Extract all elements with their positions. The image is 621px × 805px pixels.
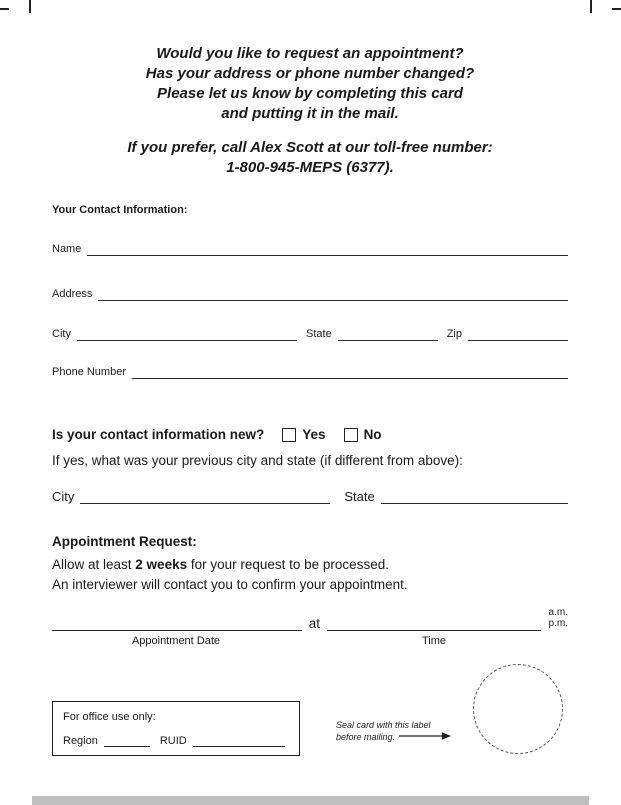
region-field-line[interactable] [104,735,150,747]
am-pm-labels [549,607,568,629]
state-label: State [306,328,332,340]
office-use-title: For office use only: [63,711,156,723]
intro-line: Please let us know by completing this card [157,85,463,102]
zip-label: Zip [446,328,462,340]
previous-city-field-line[interactable] [80,489,330,504]
appointment-date-field-line[interactable] [52,616,302,631]
phone-field-line[interactable] [132,366,568,379]
appointment-note-line2: An interviewer will contact you to confirm your appointment. [52,577,408,592]
city-label: City [52,328,71,340]
call-line: 1-800-945-MEPS (6377). [226,159,394,176]
captions-row [52,635,568,647]
name-label: Name [52,243,82,255]
time-caption: Time [421,635,447,647]
note-post: for your request to be processed. [187,557,389,572]
appointment-note-line1 [52,555,568,575]
no-label: No [363,427,382,442]
address-label: Address [52,288,93,300]
am-label: a.m. [548,607,568,618]
next-card-edge [32,796,589,805]
appointment-date-caption: Appointment Date [131,635,221,647]
seal-instruction-line1: Seal card with this label [336,720,431,730]
caption-spacer [300,635,328,647]
yes-checkbox[interactable] [282,428,296,442]
no-checkbox[interactable] [344,428,358,442]
at-label: at [308,616,321,631]
crop-mark [612,8,621,10]
contact-new-question-row [52,427,568,442]
seal-instruction-line2-text: before mailing. [336,732,396,742]
note-bold: 2 weeks [135,557,188,572]
address-row [52,288,568,301]
previous-state-field-line[interactable] [381,489,568,504]
address-field-line[interactable] [98,288,568,301]
intro-text [52,44,568,124]
appointment-date-time-row [52,607,568,631]
city-field-line[interactable] [77,328,297,341]
previous-state-label: State [344,489,375,504]
city-state-zip-row [52,328,568,341]
contact-new-question: Is your contact information new? [52,427,265,442]
region-ruid-row [63,735,289,747]
intro-line: Has your address or phone number changed? [145,65,475,82]
call-line: If you prefer, call Alex Scott at our toll-free number: [127,139,493,156]
phone-row [52,366,568,379]
toll-free-text [52,138,568,178]
office-use-box [52,701,300,756]
card-content [52,44,568,647]
previous-city-label: City [52,489,75,504]
crop-mark [590,0,592,13]
ruid-field-line[interactable] [193,735,285,747]
name-row [52,243,568,256]
pm-label: p.m. [548,618,568,629]
intro-line: and putting it in the mail. [221,105,399,122]
crop-mark [29,0,31,13]
zip-field-line[interactable] [468,328,568,341]
region-label: Region [63,735,98,747]
appointment-time-field-line[interactable] [327,616,541,631]
crop-mark [0,8,9,10]
previous-city-state-row [52,489,568,504]
yes-label: Yes [302,427,326,442]
contact-section-title: Your Contact Information: [52,204,188,216]
arrow-right-icon [399,731,451,741]
appointment-section-title: Appointment Request: [52,534,197,549]
appointment-note [52,555,568,595]
name-field-line[interactable] [87,243,568,256]
note-pre: Allow at least [52,557,136,572]
intro-line: Would you like to request an appointment? [156,45,464,62]
phone-label: Phone Number [52,366,126,378]
seal-placement-circle [473,664,563,754]
ruid-label: RUID [159,735,187,747]
if-yes-instruction: If yes, what was your previous city and state (if different from above): [52,453,463,468]
state-field-line[interactable] [338,328,438,341]
